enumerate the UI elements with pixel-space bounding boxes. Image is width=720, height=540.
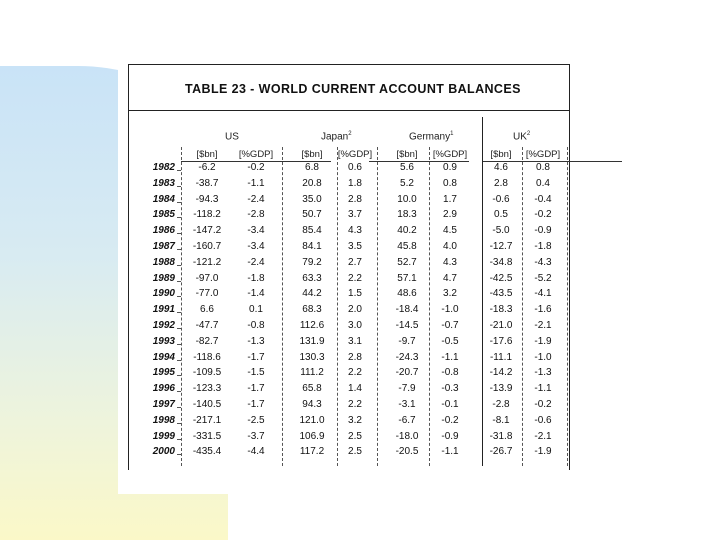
value-cell: 1.8 — [348, 177, 362, 189]
table-row — [129, 399, 569, 415]
value-cell: 112.6 — [299, 320, 325, 331]
value-cell: -1.8 — [534, 241, 552, 252]
table-row — [129, 273, 569, 289]
value-cell: -7.9 — [398, 383, 416, 395]
row-tick — [177, 454, 181, 455]
scanned-table-document — [128, 64, 570, 470]
value-cell: 2.5 — [348, 446, 362, 458]
value-cell: -435.4 — [192, 446, 222, 458]
value-cell: -34.8 — [489, 256, 513, 268]
value-cell: -12.7 — [489, 241, 513, 252]
value-cell: -0.9 — [441, 430, 459, 442]
row-tick — [177, 170, 181, 171]
value-cell: 2.9 — [443, 209, 457, 221]
value-cell: -1.4 — [247, 288, 265, 300]
value-cell: 44.2 — [302, 288, 322, 300]
value-cell: -82.7 — [195, 335, 219, 347]
value-cell: 0.9 — [443, 162, 457, 173]
value-cell: 121.0 — [299, 414, 325, 426]
value-cell: -31.8 — [489, 430, 513, 442]
value-cell: 0.5 — [494, 209, 508, 221]
value-cell: -4.4 — [247, 446, 265, 458]
value-cell: 5.2 — [400, 177, 414, 189]
value-cell: 3.1 — [348, 335, 362, 347]
table-row — [129, 257, 569, 273]
value-cell: -18.3 — [489, 304, 513, 316]
value-cell: -20.5 — [395, 446, 419, 458]
row-tick — [177, 202, 181, 203]
year-cell: 1992 — [152, 320, 175, 331]
value-cell: 2.2 — [348, 367, 362, 379]
value-cell: 2.2 — [348, 272, 362, 284]
value-cell: -1.0 — [441, 304, 459, 316]
value-cell: -42.5 — [489, 272, 513, 284]
value-cell: -1.3 — [534, 367, 552, 379]
value-cell: -1.5 — [247, 367, 265, 379]
value-cell: -121.2 — [192, 256, 222, 268]
value-cell: 106.9 — [299, 430, 325, 442]
table-row — [129, 209, 569, 225]
table-row — [129, 431, 569, 447]
value-cell: 35.0 — [302, 193, 322, 205]
value-cell: 3.5 — [348, 241, 362, 252]
value-cell: -43.5 — [489, 288, 513, 300]
year-cell: 1986 — [152, 225, 175, 237]
unit-label: [$bn] — [196, 149, 218, 160]
row-tick — [177, 407, 181, 408]
value-cell: 0.8 — [443, 177, 457, 189]
row-tick — [177, 328, 181, 329]
value-cell: 10.0 — [397, 193, 417, 205]
country-footnote: 2 — [348, 131, 352, 137]
table-title: TABLE 23 - WORLD CURRENT ACCOUNT BALANCES — [185, 82, 521, 96]
table-row — [129, 194, 569, 210]
value-cell: -26.7 — [489, 446, 513, 458]
unit-label: [%GDP] — [432, 149, 468, 160]
year-cell: 1988 — [152, 256, 175, 268]
value-cell: -20.7 — [395, 367, 419, 379]
value-cell: -4.1 — [534, 288, 552, 300]
value-cell: 131.9 — [299, 335, 325, 347]
year-cell: 1990 — [152, 288, 175, 300]
table-row — [129, 446, 569, 462]
table-row — [129, 383, 569, 399]
row-tick — [177, 281, 181, 282]
value-cell: -0.2 — [247, 162, 265, 173]
value-cell: -1.0 — [534, 351, 552, 363]
row-tick — [177, 312, 181, 313]
value-cell: 0.6 — [348, 162, 362, 173]
value-cell: -4.3 — [534, 256, 552, 268]
row-tick — [177, 439, 181, 440]
value-cell: 2.5 — [348, 430, 362, 442]
value-cell: -1.7 — [247, 383, 265, 395]
value-cell: -6.7 — [398, 414, 416, 426]
value-cell: 57.1 — [397, 272, 417, 284]
unit-label: [$bn] — [301, 149, 323, 160]
value-cell: 111.2 — [300, 367, 324, 379]
year-cell: 1985 — [152, 209, 175, 221]
value-cell: -0.7 — [441, 320, 459, 331]
table-row — [129, 304, 569, 320]
value-cell: -17.6 — [489, 335, 513, 347]
value-cell: 4.3 — [348, 225, 362, 237]
row-tick — [177, 423, 181, 424]
value-cell: -1.1 — [441, 446, 459, 458]
value-cell: -0.2 — [441, 414, 459, 426]
value-cell: -2.8 — [492, 399, 510, 410]
value-cell: -1.1 — [441, 351, 459, 363]
value-cell: 63.3 — [302, 272, 322, 284]
value-cell: -123.3 — [192, 383, 222, 395]
value-cell: -0.1 — [441, 399, 459, 410]
value-cell: 45.8 — [397, 241, 417, 252]
value-cell: -2.1 — [534, 320, 552, 331]
country-header-uk — [513, 131, 530, 142]
table-row — [129, 288, 569, 304]
value-cell: -0.4 — [534, 193, 552, 205]
value-cell: -77.0 — [195, 288, 219, 300]
value-cell: 3.0 — [348, 320, 362, 331]
value-cell: -0.3 — [441, 383, 459, 395]
value-cell: -1.8 — [247, 272, 265, 284]
value-cell: 3.7 — [348, 209, 362, 221]
value-cell: 1.7 — [443, 193, 457, 205]
value-cell: -1.7 — [247, 399, 265, 410]
value-cell: -21.0 — [489, 320, 513, 331]
country-name: Germany — [409, 131, 451, 143]
value-cell: -0.9 — [534, 225, 552, 237]
value-cell: 6.8 — [305, 162, 319, 173]
country-name: Japan — [321, 131, 349, 143]
unit-label: [%GDP] — [337, 149, 373, 160]
table-row — [129, 241, 569, 257]
row-tick — [177, 391, 181, 392]
year-cell: 1984 — [152, 193, 175, 205]
value-cell: -1.6 — [534, 304, 552, 316]
value-cell: -13.9 — [489, 383, 513, 395]
table-row — [129, 162, 569, 178]
value-cell: -1.9 — [534, 446, 552, 458]
value-cell: 3.2 — [348, 414, 362, 426]
year-cell: 1994 — [152, 351, 175, 363]
value-cell: 117.2 — [299, 446, 325, 458]
year-cell: 1989 — [152, 272, 175, 284]
value-cell: -47.7 — [195, 320, 219, 331]
value-cell: 4.3 — [443, 256, 457, 268]
year-cell: 1996 — [152, 383, 175, 395]
year-cell: 1993 — [152, 335, 175, 347]
value-cell: 2.0 — [348, 304, 362, 316]
value-cell: 4.7 — [443, 272, 457, 284]
value-cell: 0.1 — [249, 304, 263, 316]
value-cell: -14.5 — [395, 320, 419, 331]
value-cell: -0.2 — [534, 209, 552, 221]
value-cell: -2.1 — [534, 430, 552, 442]
value-cell: -3.4 — [247, 225, 265, 237]
value-cell: -1.1 — [534, 383, 552, 395]
table-title-band — [129, 65, 569, 111]
value-cell: -24.3 — [395, 351, 419, 363]
table-row — [129, 352, 569, 368]
year-cell: 1982 — [152, 162, 175, 173]
value-cell: -18.4 — [395, 304, 419, 316]
value-cell: 2.7 — [348, 256, 362, 268]
value-cell: 68.3 — [302, 304, 322, 316]
year-cell: 1998 — [152, 414, 175, 426]
table-row — [129, 320, 569, 336]
value-cell: 5.6 — [400, 162, 414, 173]
value-cell: -147.2 — [192, 225, 222, 237]
country-header-us — [225, 131, 239, 142]
value-cell: 20.8 — [302, 177, 322, 189]
value-cell: -2.5 — [247, 414, 265, 426]
value-cell: 4.0 — [443, 241, 457, 252]
year-cell: 2000 — [152, 446, 175, 458]
value-cell: 2.8 — [348, 193, 362, 205]
value-cell: -8.1 — [492, 414, 510, 426]
value-cell: 3.2 — [443, 288, 457, 300]
value-cell: -0.8 — [247, 320, 265, 331]
value-cell: -1.3 — [247, 335, 265, 347]
value-cell: -331.5 — [192, 430, 222, 442]
value-cell: 2.2 — [348, 399, 362, 410]
year-cell: 1987 — [152, 241, 175, 252]
value-cell: -18.0 — [395, 430, 419, 442]
unit-label: [$bn] — [396, 149, 418, 160]
table-row — [129, 415, 569, 431]
value-cell: -2.4 — [247, 193, 265, 205]
value-cell: 65.8 — [302, 383, 322, 395]
value-cell: 4.6 — [494, 162, 508, 173]
row-tick — [177, 296, 181, 297]
row-tick — [177, 233, 181, 234]
value-cell: -2.8 — [247, 209, 265, 221]
value-cell: 50.7 — [302, 209, 322, 221]
value-cell: 18.3 — [397, 209, 417, 221]
value-cell: -3.4 — [247, 241, 265, 252]
value-cell: 0.8 — [536, 162, 550, 173]
value-cell: -11.1 — [489, 351, 513, 363]
unit-label: [%GDP] — [525, 149, 561, 160]
value-cell: -1.1 — [247, 177, 265, 189]
value-cell: -160.7 — [192, 241, 222, 252]
row-tick — [177, 375, 181, 376]
country-footnote: 2 — [526, 131, 531, 137]
value-cell: -2.4 — [247, 256, 265, 268]
value-cell: 130.3 — [299, 351, 325, 363]
value-cell: 84.1 — [302, 241, 322, 252]
value-cell: -3.1 — [398, 399, 416, 410]
value-cell: -0.6 — [534, 414, 552, 426]
value-cell: -9.7 — [398, 335, 416, 347]
value-cell: -140.5 — [192, 399, 222, 410]
value-cell: 1.5 — [348, 288, 362, 300]
value-cell: -118.6 — [193, 351, 221, 363]
value-cell: 4.5 — [443, 225, 457, 237]
year-cell: 1999 — [152, 430, 175, 442]
value-cell: -109.5 — [192, 367, 222, 379]
table-row — [129, 367, 569, 383]
value-cell: 52.7 — [397, 256, 417, 268]
value-cell: -0.5 — [441, 335, 459, 347]
value-cell: 2.8 — [348, 351, 362, 363]
value-cell: -0.2 — [534, 399, 552, 410]
value-cell: 6.6 — [200, 304, 214, 316]
table-row — [129, 178, 569, 194]
value-cell: 40.2 — [397, 225, 417, 237]
value-cell: 48.6 — [397, 288, 417, 300]
value-cell: -97.0 — [195, 272, 219, 284]
value-cell: -6.2 — [198, 162, 216, 173]
value-cell: 0.4 — [536, 177, 550, 189]
value-cell: -217.1 — [192, 414, 222, 426]
value-cell: 1.4 — [348, 383, 362, 395]
table-row — [129, 225, 569, 241]
value-cell: -1.9 — [534, 335, 552, 347]
year-cell: 1983 — [152, 177, 175, 189]
value-cell: -14.2 — [489, 367, 513, 379]
country-name: US — [225, 131, 239, 143]
value-cell: -0.6 — [492, 193, 510, 205]
value-cell: -3.7 — [247, 430, 265, 442]
country-name: UK — [513, 131, 527, 143]
value-cell: -5.0 — [492, 225, 510, 237]
row-tick — [177, 249, 181, 250]
year-cell: 1995 — [152, 367, 175, 379]
value-cell: -118.2 — [193, 209, 221, 221]
row-tick — [177, 360, 181, 361]
country-header-japan — [321, 131, 352, 142]
value-cell: 85.4 — [302, 225, 322, 237]
row-tick — [177, 344, 181, 345]
country-header-germany — [409, 131, 453, 142]
year-cell: 1997 — [152, 399, 175, 410]
value-cell: -94.3 — [195, 193, 219, 205]
table-row — [129, 336, 569, 352]
unit-label: [%GDP] — [238, 149, 274, 160]
row-tick — [177, 265, 181, 266]
value-cell: -0.8 — [441, 367, 459, 379]
value-cell: -5.2 — [534, 272, 552, 284]
value-cell: -38.7 — [195, 177, 219, 189]
value-cell: -1.7 — [247, 351, 265, 363]
country-footnote: 1 — [450, 131, 454, 137]
unit-label: [$bn] — [490, 149, 512, 160]
year-cell: 1991 — [152, 304, 175, 316]
row-tick — [177, 217, 181, 218]
value-cell: 94.3 — [302, 399, 322, 410]
value-cell: 79.2 — [302, 256, 322, 268]
row-tick — [177, 186, 181, 187]
value-cell: 2.8 — [494, 177, 508, 189]
